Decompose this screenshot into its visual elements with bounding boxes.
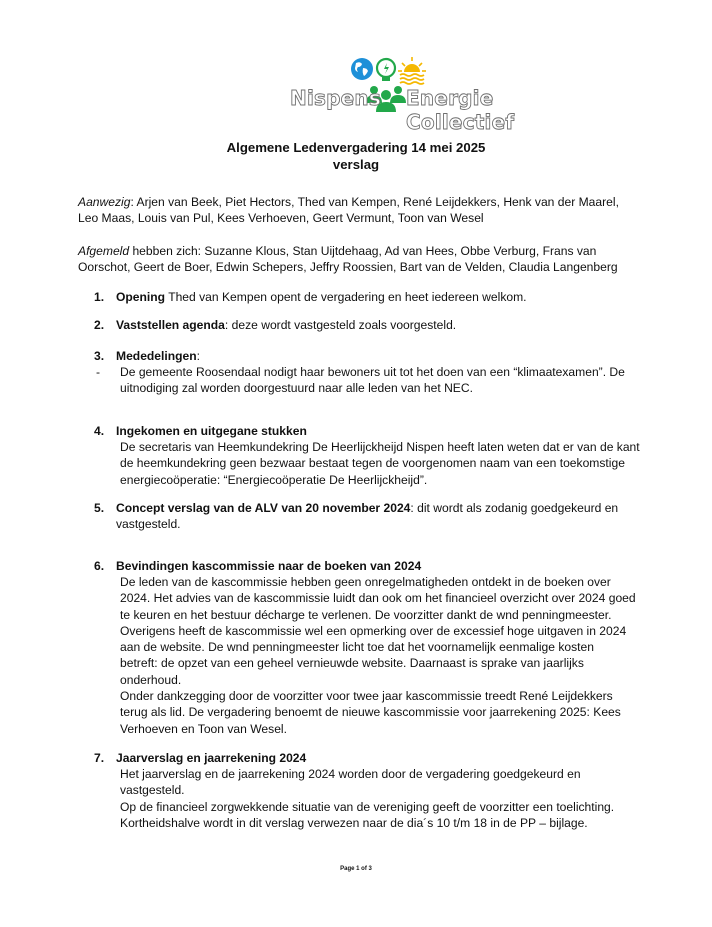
item-number: 5. — [94, 501, 105, 515]
item-heading: Bevindingen kascommissie naar de boeken van 2024 — [116, 559, 422, 573]
absent-list: hebben zich: Suzanne Klous, Stan Uijtdehaag, Ad van Hees, Obbe Verburg, Frans van Oorschot, Geert de Boer, Edwin Schepers, Jeffry Roossien, Bart van de Velden, Claudia Langenberg — [78, 244, 618, 275]
logo-text-nispens: Nispens — [290, 86, 381, 110]
globe-icon — [351, 58, 373, 80]
item-heading: Jaarverslag en jaarrekening 2024 — [116, 751, 307, 765]
title-line-1: Algemene Ledenvergadering 14 mei 2025 — [226, 140, 486, 155]
item-body-continuation: vastgesteld. — [116, 517, 181, 531]
item-number: 1. — [94, 290, 105, 304]
absent-paragraph — [78, 243, 638, 276]
item-number: 6. — [94, 559, 105, 573]
item-heading: Mededelingen: — [116, 349, 201, 363]
item-number: 2. — [94, 318, 105, 332]
item-body: De gemeente Roosendaal nodigt haar bewoners uit tot het doen van een “klimaatexamen”. De uitnodiging zal worden doorgestuurd naar alle leden van het NEC. — [120, 365, 625, 396]
item-heading: Vaststellen agenda: deze wordt vastgesteld zoals voorgesteld. — [116, 318, 457, 332]
bullet-dash: - — [96, 365, 101, 379]
lightbulb-icon — [377, 59, 395, 81]
sun-waves-icon — [398, 57, 426, 84]
item-number: 4. — [94, 424, 105, 438]
item-body: De leden van de kascommissie hebben geen onregelmatigheden ontdekt in de boeken over 2024. Het advies van de kascommissie luidt dan ook om het financieel overzicht over 2024 goed te keuren en het bestuur décharge te verlenen. De voorzitter dankt de wnd penningmeester. Overigens heeft de kascommissie wel een opmerking over de excessief hoge uitgaven in 2024 aan de website. De wnd penningmeester licht toe dat het voornamelijk eenmalige kosten betreft: de opzet van een geheel vernieuwde website. Daarnaast is sprake van jaarlijks onderhoud. Onder dankzegging door de voorzitter voor twee jaar kascommissie treedt René Leijdekkers terug als lid. De vergadering benoemt de nieuwe kascommissie voor jaarrekening 2025: Kees Verhoeven en Toon van Wesel. — [120, 575, 636, 736]
present-list: : Arjen van Beek, Piet Hectors, Thed van Kempen, René Leijdekkers, Henk van der Maarel, Leo Maas, Louis van Pul, Kees Verhoeven, Geert Vermunt, Toon van Wesel — [78, 195, 619, 226]
item-heading: Opening Thed van Kempen opent de vergadering en heet iedereen welkom. — [116, 290, 527, 304]
item-heading: Ingekomen en uitgegane stukken — [116, 424, 307, 438]
item-number: 3. — [94, 349, 105, 363]
absent-label: Afgemeld — [78, 244, 130, 258]
logo-text-energie-collectief: Energie Collectief — [406, 86, 515, 134]
present-paragraph — [78, 194, 638, 227]
present-label: Aanwezig — [78, 195, 131, 209]
title-line-2: verslag — [332, 157, 380, 172]
item-body: Het jaarverslag en de jaarrekening 2024 worden door de vergadering goedgekeurd en vastgesteld. Op de financieel zorgwekkende situatie van de vereniging geeft de voorzitter een toelichting. Kortheidshalve wordt in dit verslag verwezen naar de dia´s 10 t/m 18 in de PP – bijlage. — [120, 767, 615, 830]
item-number: 7. — [94, 751, 105, 765]
item-body: De secretaris van Heemkundekring De Heerlijckheijd Nispen heeft laten weten dat er van de kant de heemkundekring geen bezwaar bestaat tegen de voorgenomen naam van een toekomstige energiecoöperatie: “Energiecoöperatie De Heerlijckheijd”. — [120, 440, 640, 487]
document-title — [0, 139, 712, 173]
nec-logo — [290, 55, 580, 134]
page-number: Page 1 of 3 — [340, 866, 372, 872]
item-heading: Concept verslag van de ALV van 20 november 2024: dit wordt als zodanig goedgekeurd en — [116, 501, 619, 515]
